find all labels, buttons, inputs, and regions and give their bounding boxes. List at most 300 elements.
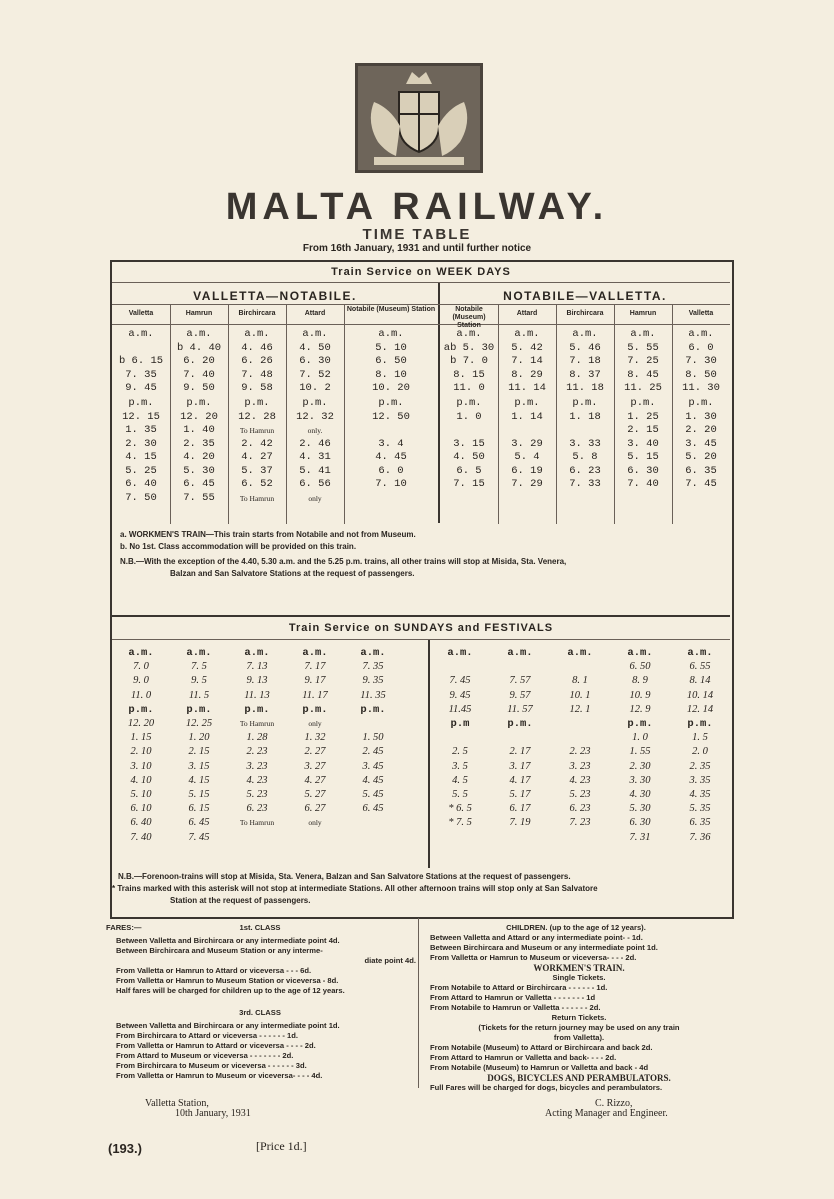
- time-cell: 6. 35: [685, 464, 717, 477]
- fare-line: From Notabile to Hamrun or Valletta - - - - - - 2d.: [430, 1003, 601, 1012]
- time-cell: [550, 731, 610, 745]
- time-cell: 7. 23: [569, 817, 591, 829]
- time-cell: only: [308, 493, 322, 503]
- time-cell: 2. 23: [246, 746, 268, 758]
- return-note: from Valletta).: [553, 1033, 605, 1042]
- time-cell: 1. 28: [246, 732, 268, 744]
- time-cell: 5. 45: [362, 789, 384, 801]
- time-cell: a.m.: [456, 328, 482, 340]
- time-cell: a.m.: [128, 647, 154, 659]
- col-valletta: Valletta: [128, 310, 154, 317]
- time-cell: 11. 5: [188, 689, 210, 701]
- time-cell: p.m.: [128, 703, 154, 716]
- station-label: Valletta Station,: [145, 1098, 209, 1109]
- fare-line: From Valletta or Hamrun to Museum or viceversa- - - - 2d.: [430, 953, 637, 962]
- time-cell: 12. 20: [180, 410, 218, 423]
- time-cell: p.m.: [244, 397, 270, 409]
- time-cell: [490, 660, 550, 674]
- time-cell: p.m.: [627, 718, 653, 731]
- time-cell: 5. 30: [183, 464, 215, 477]
- time-cell: 9. 5: [191, 675, 207, 687]
- time-cell: 10. 1: [569, 689, 591, 701]
- time-cell: 1. 35: [125, 424, 157, 436]
- time-cell: p.m.: [630, 397, 656, 409]
- fare-line: Half fares will be charged for children up to the age of 12 years.: [116, 986, 345, 995]
- time-cell: 7. 36: [689, 831, 711, 843]
- time-cell: 6. 40: [125, 478, 157, 490]
- time-cell: 4. 5: [452, 774, 468, 786]
- time-cell: 3. 33: [569, 437, 601, 450]
- right-am-col: [614, 328, 672, 396]
- right-am-col: [556, 328, 614, 396]
- time-cell: 4. 20: [183, 451, 215, 463]
- issue-date: 10th January, 1931: [175, 1108, 251, 1119]
- right-pm-col: [672, 397, 730, 492]
- time-cell: 4. 17: [509, 774, 531, 786]
- time-cell: 2. 46: [299, 437, 331, 450]
- time-cell: 3. 23: [569, 760, 591, 772]
- time-cell: 5. 23: [569, 789, 591, 801]
- time-cell: p.m.: [456, 397, 482, 409]
- time-cell: 12. 25: [185, 718, 213, 730]
- time-cell: * 6. 5: [448, 803, 472, 815]
- time-cell: a.m.: [378, 328, 404, 340]
- time-cell: 5. 23: [246, 789, 268, 801]
- sun-right-col: [550, 646, 610, 831]
- time-cell: 4. 35: [689, 789, 711, 801]
- time-cell: only: [308, 818, 322, 828]
- time-cell: a.m.: [244, 647, 270, 659]
- third-class-fares: [116, 1021, 416, 1081]
- time-cell: a.m.: [572, 328, 598, 340]
- time-cell: p.m.: [378, 397, 404, 409]
- time-cell: 11. 14: [508, 382, 546, 394]
- time-cell: 8. 37: [569, 368, 601, 381]
- time-cell: 6. 15: [188, 803, 210, 815]
- time-cell: 6. 50: [375, 355, 407, 367]
- notabile-valletta-heading: NOTABILE—VALLETTA.: [503, 289, 667, 303]
- time-cell: 1. 5: [692, 732, 708, 744]
- sunday-nb-3: Station at the request of passengers.: [170, 896, 311, 905]
- time-cell: 4. 30: [629, 789, 651, 801]
- right-pm-col: [556, 397, 614, 492]
- price-label: [Price 1d.]: [256, 1139, 307, 1153]
- time-cell: 4. 23: [246, 774, 268, 786]
- time-cell: a.m.: [186, 647, 212, 659]
- time-cell: 4. 15: [188, 774, 210, 786]
- time-cell: [490, 731, 550, 745]
- col-notabile-r: Notabile (Museum) Station: [452, 306, 486, 329]
- time-cell: 2. 0: [692, 746, 708, 758]
- time-cell: 9. 57: [509, 689, 531, 701]
- time-cell: 7. 18: [569, 355, 601, 367]
- time-cell: 1. 40: [183, 424, 215, 436]
- time-cell: 3. 17: [509, 760, 531, 772]
- sun-left-col: [286, 646, 344, 845]
- time-cell: 5. 20: [685, 451, 717, 463]
- fare-line: Between Valletta and Birchircara or any intermediate point 4d.: [116, 936, 340, 945]
- note-a: a. WORKMEN'S TRAIN—This train starts from Notabile and not from Museum.: [120, 530, 416, 539]
- time-cell: 6. 10: [130, 803, 152, 815]
- time-cell: 7. 52: [299, 368, 331, 381]
- col-hamrun-r: Hamrun: [629, 310, 657, 317]
- time-cell: [286, 831, 344, 845]
- fare-line: From Birchircara to Attard or viceversa - - - - - - 1d.: [116, 1031, 299, 1040]
- time-cell: To Hamrun: [239, 426, 275, 435]
- time-cell: a.m.: [447, 647, 473, 659]
- time-cell: 6. 19: [511, 464, 543, 477]
- left-pm-col: [286, 397, 344, 505]
- weekday-nb-1: N.B.—With the exception of the 4.40, 5.30 a.m. and the 5.25 p.m. trains, all other trains will stop at Misida, Sta. Venera,: [120, 557, 567, 566]
- time-cell: 1. 30: [685, 410, 717, 423]
- time-cell: b 6. 15: [118, 355, 164, 367]
- time-cell: 1. 55: [629, 746, 651, 758]
- time-cell: 7. 13: [246, 661, 268, 673]
- time-cell: a.m.: [567, 647, 593, 659]
- time-cell: 7. 35: [362, 661, 384, 673]
- time-cell: 5. 41: [299, 464, 331, 477]
- time-cell: 7. 40: [627, 478, 659, 490]
- time-cell: 4. 27: [241, 451, 273, 463]
- fare-line: From Valletta or Hamrun to Museum Station or viceversa - 8d.: [116, 976, 339, 985]
- time-cell: b 4. 40: [176, 341, 222, 354]
- sun-right-col: [430, 646, 490, 831]
- time-cell: 3. 30: [629, 774, 651, 786]
- time-cell: 8. 14: [689, 675, 711, 687]
- time-cell: 6. 0: [378, 464, 404, 477]
- time-cell: 1. 18: [569, 410, 601, 423]
- sun-right-col: [490, 646, 550, 831]
- time-cell: 7. 35: [125, 368, 157, 381]
- time-cell: 10. 14: [686, 689, 714, 701]
- page-title: MALTA RAILWAY.: [225, 186, 609, 228]
- time-table-subtitle: TIME TABLE: [362, 226, 472, 243]
- time-cell: 3. 40: [627, 437, 659, 450]
- time-cell: 9. 17: [304, 675, 326, 687]
- time-cell: 9. 0: [133, 675, 149, 687]
- time-cell: 6. 35: [689, 817, 711, 829]
- time-cell: 5. 37: [241, 464, 273, 477]
- time-cell: 7. 25: [627, 355, 659, 367]
- time-cell: 11. 13: [244, 689, 270, 701]
- time-cell: 1. 0: [456, 410, 482, 423]
- right-am-col: [672, 328, 730, 396]
- time-cell: 7. 33: [569, 478, 601, 490]
- time-cell: 3. 4: [378, 437, 404, 450]
- time-cell: 5. 46: [569, 341, 601, 354]
- children-heading: CHILDREN. (up to the age of 12 years).: [506, 923, 646, 932]
- time-cell: only.: [307, 426, 323, 435]
- time-cell: 12. 32: [296, 410, 334, 423]
- time-cell: 2. 15: [627, 424, 659, 436]
- sunday-nb-1: N.B.—Forenoon-trains will stop at Misida, Sta. Venera, Balzan and San Salvatore Stations at the request of passengers.: [118, 872, 571, 881]
- right-pm-col: [498, 397, 556, 492]
- time-cell: 3. 10: [130, 760, 152, 772]
- sun-right-col: [670, 646, 730, 845]
- time-cell: 6. 30: [629, 817, 651, 829]
- time-cell: 6. 23: [569, 803, 591, 815]
- time-cell: p.m.: [186, 703, 212, 716]
- left-am-col: [286, 328, 344, 396]
- time-cell: 4. 45: [362, 774, 384, 786]
- time-cell: [440, 424, 498, 438]
- signer-role: Acting Manager and Engineer.: [545, 1108, 668, 1119]
- left-am-col: [170, 328, 228, 396]
- time-cell: 7. 10: [375, 478, 407, 490]
- time-cell: a.m.: [507, 647, 533, 659]
- time-cell: 8. 45: [627, 368, 659, 381]
- time-cell: 6. 23: [246, 803, 268, 815]
- time-cell: 2. 27: [304, 746, 326, 758]
- time-cell: 6. 56: [299, 478, 331, 490]
- time-cell: 2. 15: [188, 746, 210, 758]
- third-class-heading: 3rd. CLASS: [239, 1008, 281, 1017]
- time-cell: 5. 25: [125, 464, 157, 477]
- time-cell: [228, 831, 286, 845]
- time-cell: 12. 20: [127, 718, 155, 730]
- time-cell: 2. 5: [452, 746, 468, 758]
- time-cell: 6. 5: [456, 464, 482, 477]
- return-note: (Tickets for the return journey may be used on any train: [478, 1023, 680, 1032]
- time-cell: 11. 18: [566, 382, 604, 394]
- time-cell: 5. 42: [511, 341, 543, 354]
- time-cell: 9. 13: [246, 675, 268, 687]
- time-cell: 11. 35: [360, 689, 386, 701]
- time-cell: 2. 35: [183, 437, 215, 450]
- workmen-heading: WORKMEN'S TRAIN.: [533, 963, 625, 973]
- time-cell: 7. 31: [629, 831, 651, 843]
- time-cell: 6. 50: [629, 661, 651, 673]
- sun-left-col: [112, 646, 170, 845]
- col-birchircara-r: Birchircara: [566, 310, 604, 317]
- return-heading: Return Tickets.: [551, 1013, 607, 1022]
- time-cell: 6. 20: [183, 355, 215, 367]
- time-cell: 1. 15: [130, 732, 152, 744]
- time-cell: 11. 0: [130, 689, 152, 701]
- time-cell: 7. 15: [453, 478, 485, 490]
- time-cell: 4. 23: [569, 774, 591, 786]
- time-cell: 2. 23: [569, 746, 591, 758]
- time-cell: 11.45: [448, 703, 472, 715]
- time-cell: p.m.: [302, 397, 328, 409]
- time-cell: p.m.: [507, 718, 533, 731]
- time-cell: 1. 32: [304, 732, 326, 744]
- right-am-col: [440, 328, 498, 396]
- time-cell: 1. 0: [632, 732, 648, 744]
- time-cell: ab 5. 30: [443, 341, 495, 354]
- time-cell: a.m.: [244, 328, 270, 340]
- time-cell: 3. 5: [452, 760, 468, 772]
- time-cell: p.m: [450, 718, 470, 731]
- time-cell: 4. 27: [304, 774, 326, 786]
- time-cell: 3. 35: [689, 774, 711, 786]
- fare-line: From Valletta or Hamrun to Museum or viceversa- - - - 4d.: [116, 1071, 323, 1080]
- time-cell: 6. 0: [688, 341, 714, 354]
- fare-line: Between Birchircara and Museum or any intermediate point 1d.: [430, 943, 658, 952]
- left-am-col: [344, 328, 438, 396]
- time-cell: * 7. 5: [448, 817, 472, 829]
- time-cell: 7. 14: [511, 355, 543, 367]
- time-cell: [550, 660, 610, 674]
- children-fares: [430, 933, 728, 1093]
- time-cell: p.m.: [244, 703, 270, 716]
- time-cell: 8. 29: [511, 368, 543, 381]
- fare-line: From Attard to Hamrun or Valletta - - - - - - - 1d: [430, 993, 596, 1002]
- time-cell: p.m.: [688, 397, 714, 409]
- time-cell: a.m.: [630, 328, 656, 340]
- weekday-heading: Train Service on WEEK DAYS: [331, 266, 511, 278]
- fare-line: Between Valletta and Birchircara or any intermediate point 1d.: [116, 1021, 340, 1030]
- time-cell: 7. 0: [133, 661, 149, 673]
- time-cell: 5. 8: [572, 451, 598, 463]
- time-cell: 11. 0: [453, 382, 485, 394]
- time-cell: 7. 45: [685, 478, 717, 490]
- time-cell: 2. 45: [362, 746, 384, 758]
- time-cell: 11. 17: [302, 689, 328, 701]
- time-cell: p.m.: [360, 703, 386, 716]
- right-pm-col: [614, 397, 672, 492]
- fare-line: From Valletta or Hamrun to Attard or viceversa - - - - 2d.: [116, 1041, 316, 1050]
- validity-notice: From 16th January, 1931 and until further notice: [302, 243, 532, 254]
- time-cell: a.m.: [128, 328, 154, 340]
- left-am-col: [112, 328, 170, 396]
- time-cell: 10. 2: [299, 382, 331, 394]
- time-cell: 9. 35: [362, 675, 384, 687]
- fare-line: From Attard to Museum or viceversa - - - - - - - 2d.: [116, 1051, 294, 1060]
- time-cell: p.m.: [302, 703, 328, 716]
- time-cell: 6. 27: [304, 803, 326, 815]
- time-cell: 4. 10: [130, 774, 152, 786]
- left-pm-col: [228, 397, 286, 505]
- first-class-heading: 1st. CLASS: [239, 923, 281, 932]
- time-cell: 5. 15: [627, 451, 659, 463]
- sun-left-col: [344, 646, 402, 845]
- time-cell: 12. 1: [569, 703, 591, 715]
- time-cell: 5. 55: [627, 341, 659, 354]
- time-cell: 5. 15: [188, 789, 210, 801]
- fare-line: From Notabile (Museum) to Hamrun or Valletta and back - 4d: [430, 1063, 649, 1072]
- time-cell: a.m.: [627, 647, 653, 659]
- left-pm-col: [344, 397, 438, 505]
- time-cell: 7. 29: [511, 478, 543, 490]
- time-cell: [550, 717, 610, 731]
- time-cell: 2. 35: [689, 760, 711, 772]
- sunday-heading: Train Service on SUNDAYS and FESTIVALS: [288, 622, 554, 634]
- time-cell: 11. 57: [507, 703, 533, 715]
- time-cell: a.m.: [687, 647, 713, 659]
- left-pm-col: [170, 397, 228, 505]
- time-cell: 3. 23: [246, 760, 268, 772]
- time-cell: [556, 424, 614, 438]
- time-cell: p.m.: [572, 397, 598, 409]
- time-cell: 4. 31: [299, 451, 331, 463]
- time-cell: 5. 35: [689, 803, 711, 815]
- time-cell: 4. 50: [299, 341, 331, 354]
- fare-line: Between Birchircara and Museum Station or any interme-: [116, 946, 323, 955]
- col-attard: Attard: [304, 310, 326, 317]
- right-pm-col: [440, 397, 498, 492]
- time-cell: [344, 816, 402, 830]
- time-cell: 12. 15: [122, 410, 160, 423]
- time-cell: 5. 5: [452, 789, 468, 801]
- time-cell: 1. 25: [627, 410, 659, 423]
- time-cell: 5. 30: [629, 803, 651, 815]
- time-cell: 6. 45: [188, 817, 210, 829]
- signer-name: C. Rizzo,: [595, 1098, 633, 1109]
- sun-left-col: [170, 646, 228, 845]
- time-cell: 9. 45: [125, 382, 157, 394]
- time-cell: 4. 50: [453, 451, 485, 463]
- fare-line: From Notabile (Museum) to Attard or Birchircara and back 2d.: [430, 1043, 653, 1052]
- time-cell: 7. 19: [509, 817, 531, 829]
- time-cell: 7. 45: [449, 675, 471, 687]
- first-class-fares: [116, 936, 416, 996]
- time-cell: 7. 17: [304, 661, 326, 673]
- time-cell: 7. 40: [130, 831, 152, 843]
- col-attard-r: Attard: [516, 310, 538, 317]
- time-cell: 12. 28: [238, 410, 276, 423]
- sunday-nb-2: * Trains marked with this asterisk will not stop at intermediate Stations. All other afternoon trains will stop only at San Salvatore: [112, 884, 598, 893]
- time-cell: p.m.: [687, 718, 713, 731]
- time-cell: 7. 55: [183, 491, 215, 504]
- time-cell: 6. 45: [183, 478, 215, 490]
- time-cell: 6. 30: [627, 464, 659, 477]
- time-cell: 7. 40: [183, 368, 215, 381]
- time-cell: 5. 10: [130, 789, 152, 801]
- time-cell: To Hamrun: [239, 493, 275, 503]
- time-cell: 2. 20: [685, 424, 717, 436]
- time-cell: 9. 45: [449, 689, 471, 701]
- time-cell: 5. 4: [514, 451, 540, 463]
- sun-right-col: [610, 646, 670, 845]
- time-cell: 3. 15: [453, 437, 485, 450]
- time-cell: [112, 342, 170, 356]
- time-cell: 1. 14: [511, 410, 543, 423]
- fare-line: From Valletta or Hamrun to Attard or viceversa - - - 6d.: [116, 966, 312, 975]
- time-cell: 8. 50: [685, 368, 717, 381]
- time-cell: a.m.: [302, 328, 328, 340]
- time-cell: a.m.: [360, 647, 386, 659]
- time-cell: To Hamrun: [239, 719, 275, 729]
- time-cell: 12. 14: [686, 703, 714, 715]
- time-cell: 10. 9: [629, 689, 651, 701]
- time-cell: 7. 48: [241, 368, 273, 381]
- col-hamrun: Hamrun: [185, 310, 213, 317]
- time-cell: [498, 424, 556, 438]
- dogs-heading: DOGS, BICYCLES AND PERAMBULATORS.: [487, 1073, 671, 1083]
- time-cell: 1. 50: [362, 732, 384, 744]
- sun-left-col: [228, 646, 286, 845]
- time-cell: 5. 17: [509, 789, 531, 801]
- time-cell: 3. 45: [685, 437, 717, 450]
- fares-label: FARES:—: [106, 923, 142, 932]
- time-cell: 6. 26: [241, 355, 273, 367]
- time-cell: 3. 15: [188, 760, 210, 772]
- valletta-notabile-heading: VALLETTA—NOTABILE.: [193, 289, 357, 303]
- time-cell: 3. 27: [304, 760, 326, 772]
- time-cell: a.m.: [514, 328, 540, 340]
- time-cell: 7. 5: [191, 661, 207, 673]
- royal-coat-of-arms-icon: [354, 62, 484, 174]
- time-cell: 8. 10: [375, 368, 407, 381]
- right-am-col: [498, 328, 556, 396]
- time-cell: 3. 29: [511, 437, 543, 450]
- time-cell: 11. 25: [624, 382, 662, 394]
- time-cell: 8. 1: [572, 675, 588, 687]
- time-cell: 5. 27: [304, 789, 326, 801]
- time-cell: p.m.: [128, 397, 154, 409]
- fare-line: diate point 4d.: [364, 956, 416, 965]
